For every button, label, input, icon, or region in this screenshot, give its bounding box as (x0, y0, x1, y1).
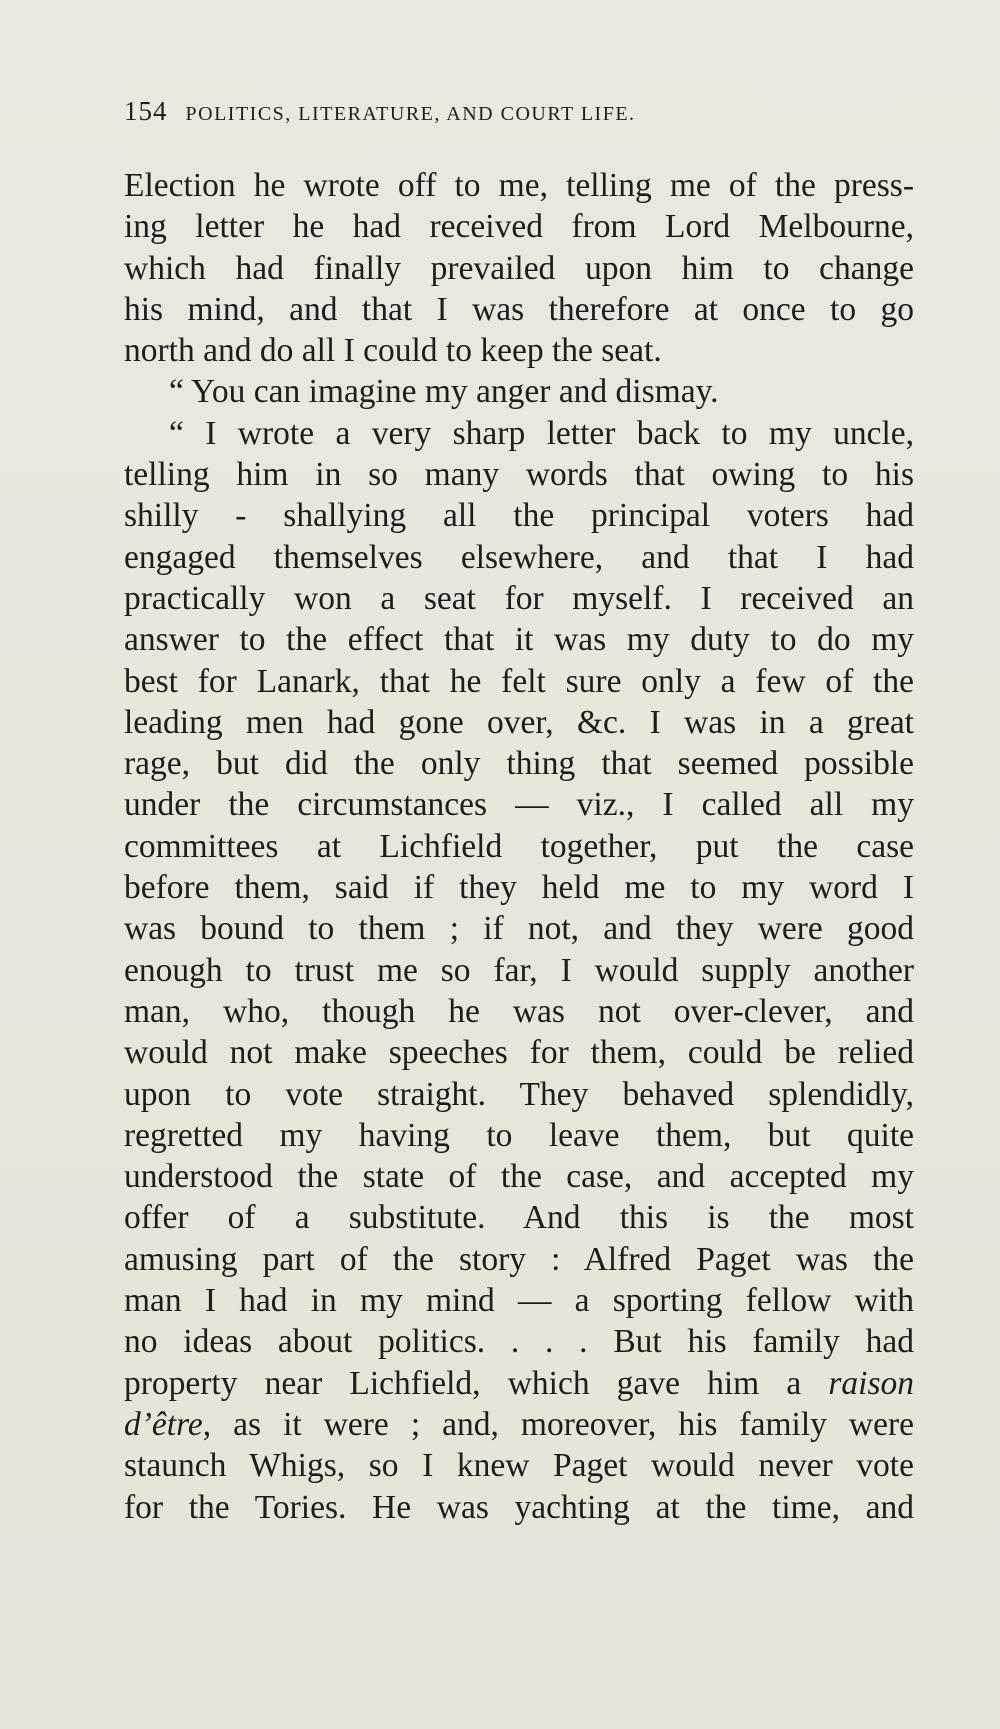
text-line (124, 1363, 914, 1404)
italic-text: d’être (124, 1405, 203, 1443)
running-title: POLITICS, LITERATURE, AND COURT LIFE. (185, 103, 636, 125)
text-span: , as it were ; and, moreover, his family were (202, 1405, 914, 1443)
text-line: amusing part of the story : Alfred Paget was the (124, 1240, 914, 1278)
text-line: ing letter he had received from Lord Melbourne, (124, 208, 914, 246)
text-line: leading men had gone over, &c. I was in a great (124, 703, 914, 741)
text-line: shilly - shallying all the principal voters had (124, 497, 914, 535)
text-line: north and do all I could to keep the seat. (124, 332, 662, 370)
text-line: “ I wrote a very sharp letter back to my uncle, (169, 414, 914, 452)
text-line: upon to vote straight. They behaved splendidly, (124, 1075, 914, 1113)
text-line: staunch Whigs, so I knew Paget would never vote (124, 1447, 914, 1485)
body-text (124, 165, 914, 1528)
text-line: for the Tories. He was yachting at the time, and (124, 1488, 914, 1526)
text-line (124, 1404, 914, 1445)
text-line: answer to the effect that it was my duty to do my (124, 621, 914, 659)
text-line: under the circumstances — viz., I called all my (124, 786, 914, 824)
text-line: Election he wrote off to me, telling me of the press- (124, 167, 914, 204)
page-number: 154 (124, 96, 168, 126)
text-line: understood the state of the case, and accepted my (124, 1158, 914, 1196)
page-header (124, 96, 864, 136)
text-line: was bound to them ; if not, and they were good (124, 910, 914, 948)
text-line: regretted my having to leave them, but quite (124, 1116, 914, 1154)
text-line: offer of a substitute. And this is the most (124, 1199, 914, 1237)
text-line: man, who, though he was not over-clever, and (124, 992, 914, 1030)
text-span: property near Lichfield, which gave him a (124, 1364, 802, 1402)
text-line: which had finally prevailed upon him to change (124, 249, 914, 287)
italic-text: raison (828, 1364, 914, 1402)
text-line: rage, but did the only thing that seemed possible (124, 745, 914, 783)
text-line: before them, said if they held me to my word I (124, 869, 914, 907)
text-line: his mind, and that I was therefore at once to go (124, 290, 914, 328)
text-line: best for Lanark, that he felt sure only a few of the (124, 662, 914, 700)
text-line: committees at Lichfield together, put the case (124, 827, 914, 865)
text-line: engaged themselves elsewhere, and that I had (124, 538, 914, 576)
text-line: telling him in so many words that owing to his (124, 456, 914, 494)
text-line: enough to trust me so far, I would supply another (124, 951, 914, 989)
text-line: “ You can imagine my anger and dismay. (169, 373, 719, 411)
text-line: no ideas about politics. . . . But his family had (124, 1323, 914, 1361)
text-line: man I had in my mind — a sporting fellow with (124, 1282, 914, 1320)
text-line: would not make speeches for them, could be relied (124, 1034, 914, 1072)
text-line: practically won a seat for myself. I received an (124, 579, 914, 617)
